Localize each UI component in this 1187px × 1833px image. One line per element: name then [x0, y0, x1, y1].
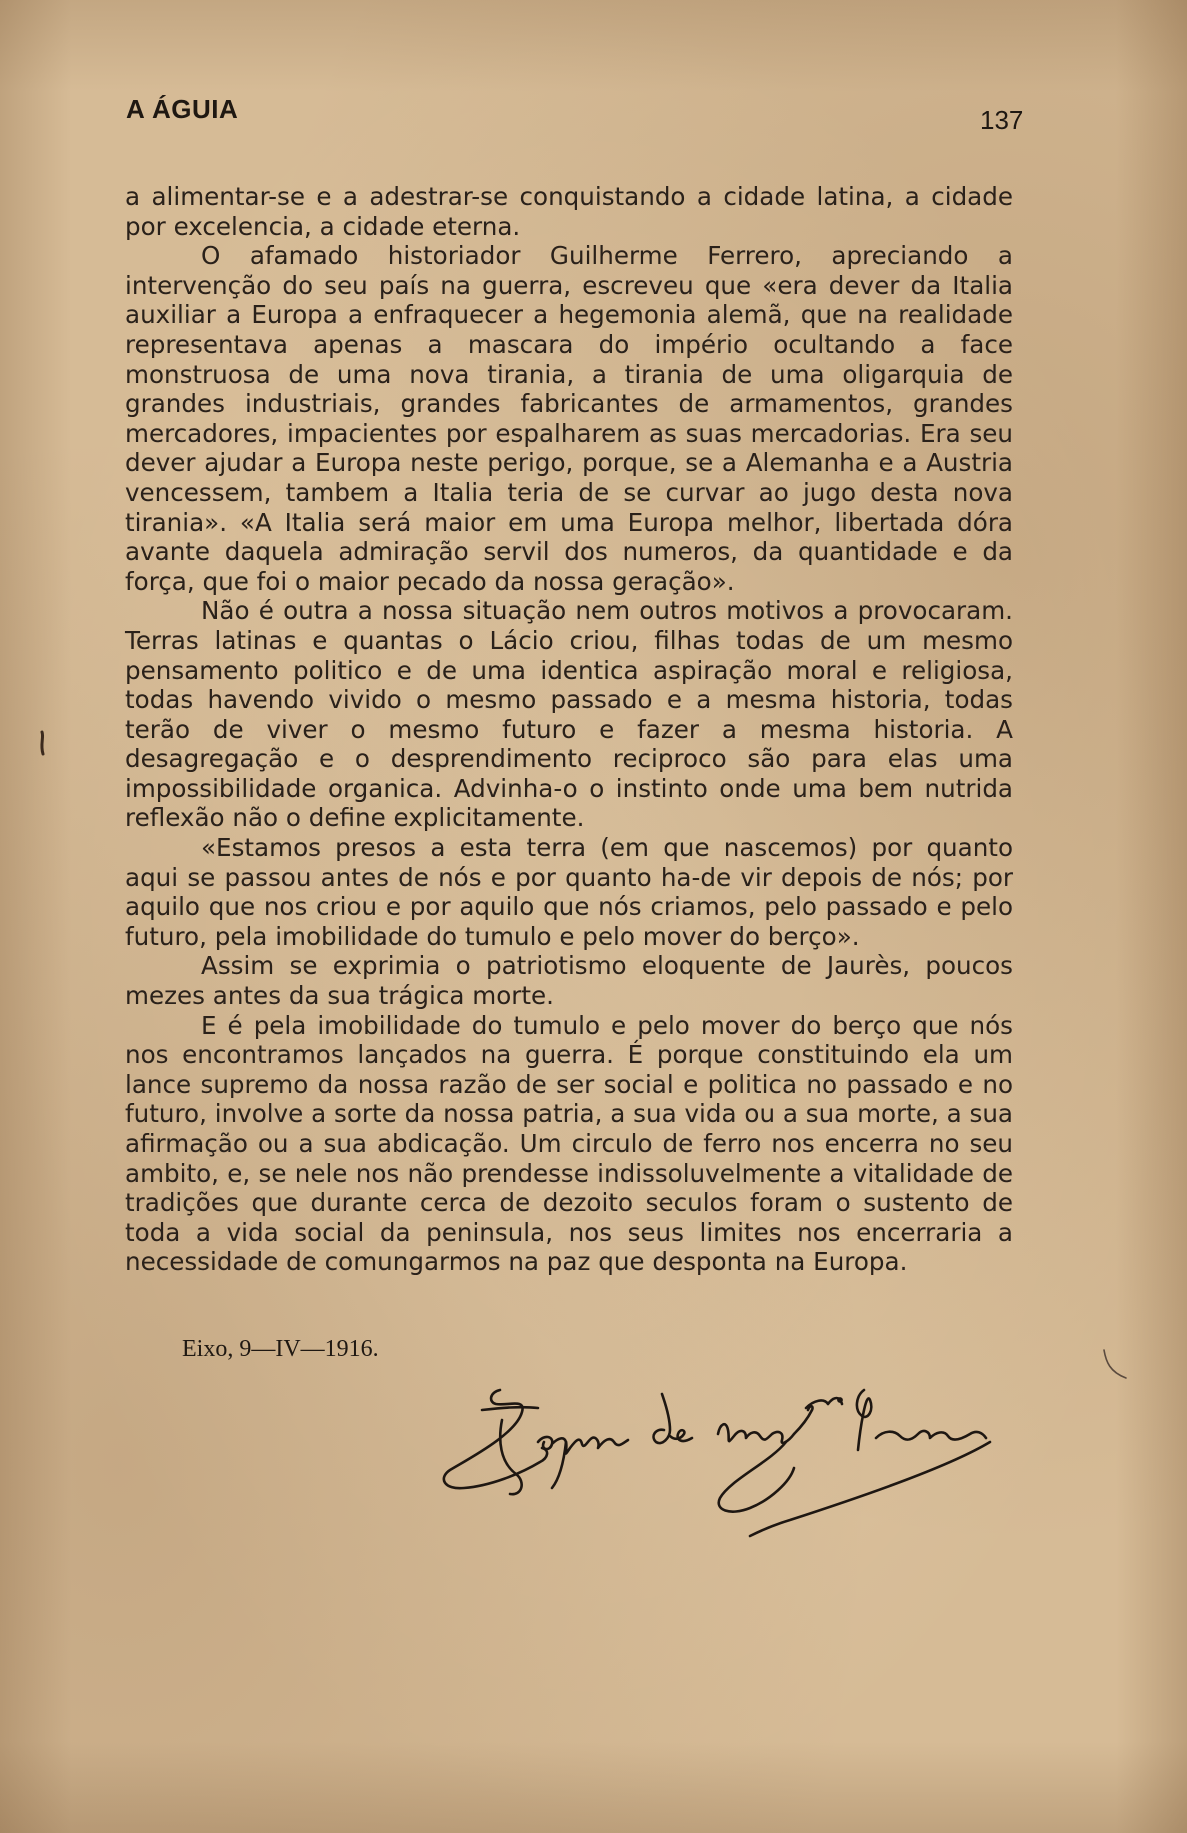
- pencil-mark: [1098, 1346, 1132, 1382]
- paragraph-3: Não é outra a nossa situação nem outros motivos a provocaram. Terras latinas e quantas o Lácio criou, filhas todas de um mesmo pensamento politico e de uma identica aspiração moral e religiosa, todas havendo vivido o mesmo passado e a mesma historia, todas terão de viver o mesmo futuro e fazer a mesma historia. A desagregação e o desprendimento reciproco são para elas uma impossibilidade organica. Advinha-o o instinto onde uma bem nutrida reflexão não o define explicitamente.: [125, 596, 1013, 833]
- running-title: A ÁGUIA: [126, 94, 239, 124]
- dateline: Eixo, 9—IV—1916.: [182, 1336, 379, 1362]
- signature-drawing: [430, 1370, 1010, 1550]
- paragraph-5: Assim se exprimia o patriotismo eloquente de Jaurès, poucos mezes antes da sua trágica morte.: [125, 951, 1013, 1011]
- paragraph-1: a alimentar-se e a adestrar-se conquistando a cidade latina, a cidade por excelencia, a cidade eterna.: [125, 182, 1013, 241]
- handwritten-signature: [430, 1370, 1010, 1550]
- margin-mark: [34, 728, 50, 758]
- paragraph-2: O afamado historiador Guilherme Ferrero, apreciando a intervenção do seu país na guerra, escreveu que «era dever da Italia auxiliar a Europa a enfraquecer a hegemonia alemã, que na realidade representava apenas a mascara do império ocultando a face monstruosa de uma nova tirania, a tirania de uma oligarquia de grandes industriais, grandes fabricantes de armamentos, grandes mercadores, impacientes por espalharem as suas mercadorias. Era seu dever ajudar a Europa neste perigo, porque, se a Alemanha e a Austria vencessem, tambem a Italia teria de se curvar ao jugo desta nova tirania». «A Italia será maior em uma Europa melhor, libertada dóra avante daquela admiração servil dos numeros, da quantidade e da força, que foi o maior pecado da nossa geração».: [125, 241, 1013, 596]
- body-text: [125, 182, 1013, 1277]
- paragraph-6: E é pela imobilidade do tumulo e pelo mover do berço que nós nos encontramos lançados na guerra. É porque constituindo ela um lance supremo da nossa razão de ser social e politica no passado e no futuro, involve a sorte da nossa patria, a sua vida ou a sua morte, a sua afirmação ou a sua abdicação. Um circulo de ferro nos encerra no seu ambito, e, se nele nos não prendesse indissoluvelmente a vitalidade de tradições que durante cerca de dezoito seculos foram o sustento de toda a vida social da peninsula, nos seus limites nos encerraria a necessidade de comungarmos na paz que desponta na Europa.: [125, 1010, 1013, 1277]
- page-number: 137: [980, 105, 1024, 135]
- paragraph-4: «Estamos presos a esta terra (em que nascemos) por quanto aqui se passou antes de nós e por quanto ha-de vir depois de nós; por aquilo que nos criou e por aquilo que nós criamos, pelo passado e pelo futuro, pela imobilidade do tumulo e pelo mover do berço».: [125, 833, 1013, 951]
